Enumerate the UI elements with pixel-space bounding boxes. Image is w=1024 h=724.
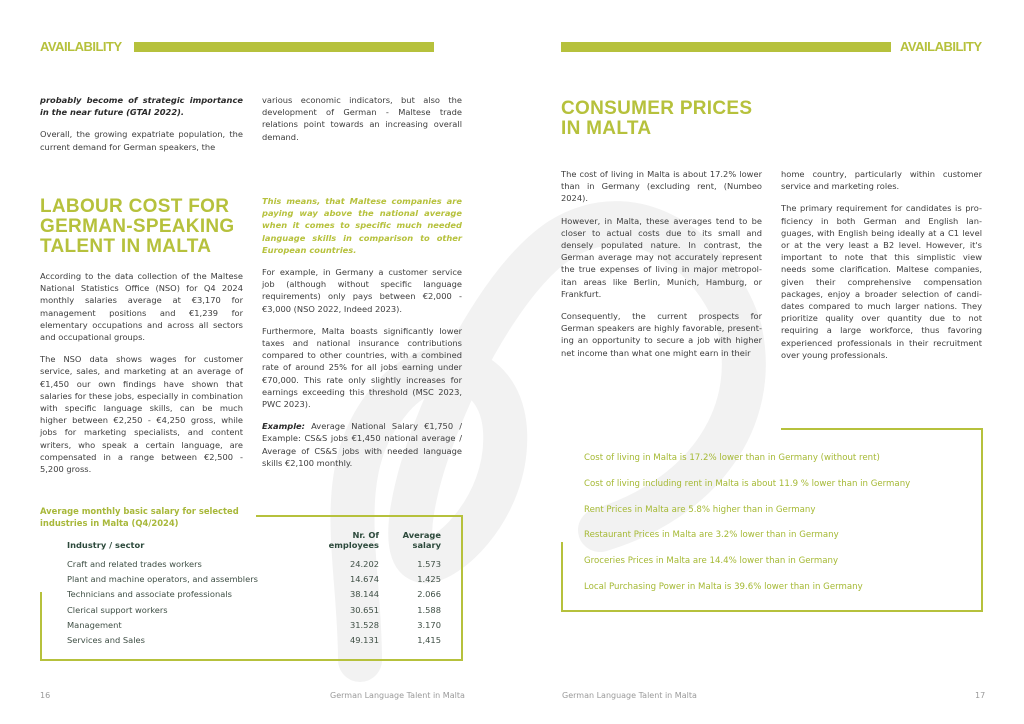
table-row [67, 617, 441, 632]
intro-bold-text: probably become of strategic importance in the near future (GTAI 2022). [40, 95, 243, 118]
left-footer-title: German Language Talent in Malta [330, 691, 465, 700]
example-label: Example: [262, 421, 305, 432]
cell-sector: Management [67, 619, 122, 630]
fact-item: Cost of living including rent in Malta is about 11.9 % lower than in Germany [584, 478, 911, 489]
paragraph: The NSO data shows wages for customer service, sales, and marketing at an average of €1,450 our own findings have shown that salaries for these jobs, especially in combination with specific language skills, can be much higher between €2,250 - €4,250 gross, while jobs for marketing specialists, and content writers, who speak a certain language, are compensated in a range between €2,500 - 5,200 gross. [40, 354, 243, 475]
right-column-2 [781, 168, 982, 371]
fact-item: Rent Prices in Malta are 5.8% higher than in Germany [584, 504, 816, 515]
header-employees-line2: employees [328, 540, 379, 550]
table-row [67, 632, 441, 647]
table-box-top-border [256, 515, 463, 517]
right-footer-title: German Language Talent in Malta [562, 691, 697, 700]
left-intro-column-2 [262, 94, 462, 153]
fact-item: Local Purchasing Power in Malta is 39.6% lower than in Germany [584, 581, 863, 592]
example-text: Average National Salary €1,750 / Example: CS&S jobs €1,450 national average / Average of CS&S jobs with needed language skills €2,100 monthly. [262, 421, 462, 468]
right-header-label: AVAILABILITY [900, 39, 982, 54]
salary-table-title [40, 505, 239, 529]
paragraph: home country, particularly within customer service and marketing roles. [781, 169, 982, 192]
fact-item: Restaurant Prices in Malta are 3.2% lower than in Germany [584, 530, 839, 541]
cell-employees: 24.202 [349, 558, 379, 569]
cell-salary: 2.066 [417, 589, 441, 600]
example-paragraph [262, 420, 462, 469]
facts-box-top-border [781, 428, 983, 430]
paragraph: Furthermore, Malta boasts significantly lower taxes and national insurance contributions compared to other countries, with a combined rate of around 25% for all jobs earning under €70,000. This rate only slightly increases for earnings exceeding this threshold (MSC 2023, PWC 2023). [262, 325, 462, 410]
table-row [67, 602, 441, 617]
header-salary-line1: Average [402, 530, 441, 540]
facts-box-right-border [981, 428, 983, 612]
table-row [67, 571, 441, 586]
cell-employees: 30.651 [349, 604, 379, 615]
cell-employees: 38.144 [349, 589, 379, 600]
fact-item: Cost of living in Malta is 17.2% lower than in Germany (without rent) [584, 453, 880, 463]
paragraph: Consequently, the current prospects for German speakers are highly favorable, present-ing an opportunity to secure a job with higher net income than what one might earn in their [561, 311, 762, 358]
facts-box-left-border [561, 542, 563, 612]
table-box-left-border [40, 592, 42, 661]
consumer-facts-list [584, 452, 974, 607]
cell-salary: 1.425 [417, 573, 441, 584]
table-row [67, 556, 441, 571]
right-page-number: 17 [975, 691, 986, 700]
cell-sector: Services and Sales [67, 635, 145, 646]
header-salary-line2: salary [412, 540, 441, 550]
right-column-1 [561, 168, 762, 369]
left-intro-column [40, 94, 243, 163]
cell-employees: 49.131 [349, 635, 379, 646]
table-box-bottom-border [40, 659, 463, 661]
table-box-right-border [461, 515, 463, 661]
left-column-2 [262, 195, 462, 479]
title-line: GERMAN-SPEAKING [40, 216, 235, 237]
salary-table [67, 530, 441, 648]
facts-box-bottom-border [561, 610, 983, 612]
table-header-row [67, 530, 441, 556]
cell-sector: Clerical support workers [67, 604, 168, 615]
intro-col2-paragraph: various economic indicators, but also the development of German - Maltese trade relations point towards an increasing overall demand. [262, 95, 462, 142]
right-header-bar [561, 42, 891, 52]
cell-sector: Craft and related trades workers [67, 558, 202, 569]
cell-salary: 3.170 [417, 619, 441, 630]
title-line: TALENT IN MALTA [40, 236, 212, 257]
title-line: LABOUR COST FOR [40, 196, 230, 217]
cell-salary: 1.573 [417, 558, 441, 569]
intro-paragraph: Overall, the growing expatriate population, the current demand for German speakers, the [40, 129, 243, 152]
left-header-bar [134, 42, 434, 52]
table-title-line: industries in Malta (Q4/2024) [40, 518, 179, 528]
left-column-1 [40, 270, 243, 485]
cell-salary: 1.588 [417, 604, 441, 615]
table-row [67, 587, 441, 602]
table-title-line: Average monthly basic salary for selected [40, 506, 239, 516]
paragraph: The primary requirement for candidates is pro-ficiency in both German and English lan-guages, with English being ideally at a C1 level or at the very least a B2 level. However, it's important to note that this simplistic view needs some clarification. Maltese companies, given their comprehensive compensation packages, enjoy a broader selection of candi-dates compared to much larger nations. They prioritize quality over quantity due to not requiring a large workforce, thus favoring experienced professionals in their recruitment over young professionals. [781, 203, 982, 360]
consumer-prices-title [561, 99, 752, 139]
header-employees-line1: Nr. Of [352, 530, 379, 540]
title-line: IN MALTA [561, 118, 652, 139]
header-salary [379, 530, 441, 556]
paragraph: However, in Malta, these averages tend to be closer to actual costs due to its small and densely populated nature. In contrast, the German average may not accurately represent the true expenses of living in major metropol-itan areas like Berlin, Munich, Hamburg, or Frankfurt. [561, 215, 762, 299]
paragraph: The cost of living in Malta is about 17.2% lower than in Germany (excluding rent, (Numbeo 2024). [561, 169, 762, 204]
cell-employees: 14.674 [349, 573, 379, 584]
cell-sector: Technicians and associate professionals [67, 589, 232, 600]
cell-employees: 31.528 [349, 619, 379, 630]
paragraph: For example, in Germany a customer service job (although without specific language requirements) only pays between €2,000 - €3,000 (NSO 2022, Indeed 2023). [262, 267, 462, 314]
fact-item: Groceries Prices in Malta are 14.4% lower than in Germany [584, 556, 839, 567]
header-sector: Industry / sector [67, 540, 145, 550]
header-employees [309, 530, 379, 556]
highlight-quote: This means, that Maltese companies are paying way above the national average when it comes to specific much needed language skills in comparison to other European countries. [262, 196, 462, 255]
labour-cost-title [40, 197, 235, 257]
cell-sector: Plant and machine operators, and assemblers [67, 573, 258, 584]
left-page-number: 16 [40, 691, 51, 700]
cell-salary: 1,415 [417, 635, 441, 646]
left-header-label: AVAILABILITY [40, 39, 122, 54]
title-line: CONSUMER PRICES [561, 98, 753, 119]
paragraph: According to the data collection of the Maltese National Statistics Office (NSO) for Q4 2024 monthly salaries average at €3,170 for management positions and €1,239 for elementary occupations and across all sectors and occupational groups. [40, 271, 243, 343]
